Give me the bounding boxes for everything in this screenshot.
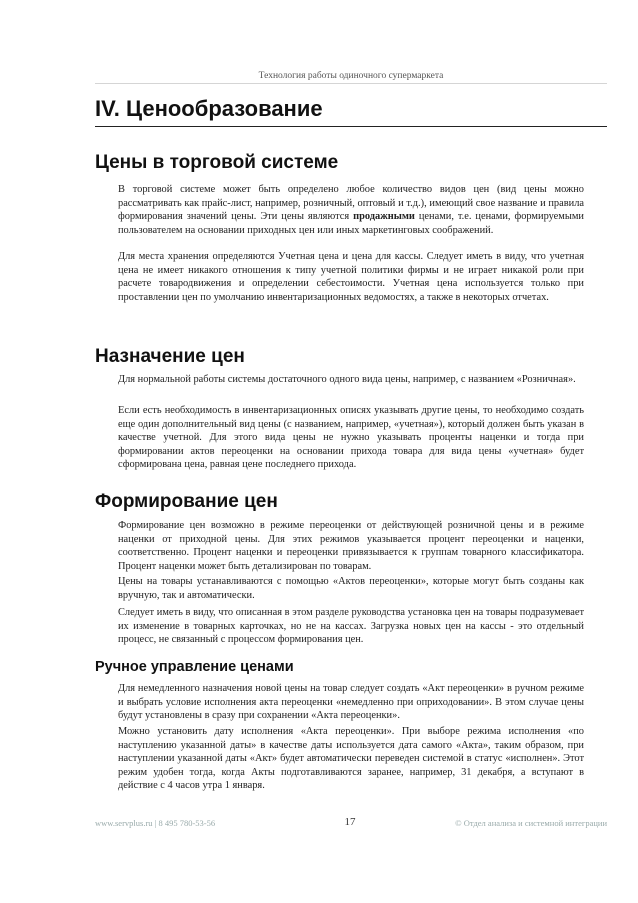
section-heading-price-assignment: Назначение цен <box>95 346 245 367</box>
emphasis-term: продажными <box>353 211 415 223</box>
section-heading-price-formation: Формирование цен <box>95 491 278 512</box>
chapter-title: IV. Ценообразование <box>95 96 323 121</box>
chapter-divider <box>95 126 607 127</box>
section-heading-prices-in-system: Цены в торговой системе <box>95 152 339 173</box>
paragraph-accounting-price: Для места хранения определяются Учетная цена и цена для кассы. Следует иметь в виду, что учетная цена не имеет никакого отношения к типу учетной политики фирмы и не играет никакой роли при расчете товародвижения и определении себестоимости. Учетная цена используется только при проставлении цен по умолчанию инвентаризационных ведомостях, а также в некоторых отчетах. <box>118 251 584 303</box>
header-divider <box>95 83 607 84</box>
page-number: 17 <box>344 816 356 828</box>
running-header: Технология работы одиночного супермаркета <box>258 71 444 81</box>
paragraph-immediate-pricing: Для немедленного назначения новой цены на товар следует создать «Акт переоценки» в ручном режиме и выбрать условие исполнения акта переоценки «немедленно при оприходовании». В этом случае цены будут установлены в сразу при сохранении «Акта переоценки». <box>118 683 584 722</box>
paragraph-cash-register-note: Следует иметь в виду, что описанная в этом разделе руководства установка цен на товары подразумевает их изменение в товарных карточках, но не на кассах. Загрузка новых цен на кассы - это отдельный процесс, не связанный с процессом формирования цен. <box>118 607 584 646</box>
paragraph-single-price-type: Для нормальной работы системы достаточного одного вида цены, например, с названием «Розничная». <box>118 374 576 385</box>
paragraph-text: В торговой системе может быть определено любое количество видов цен (вид цены можно рассматривать как прайс-лист, например, розничный, оптовый и т.д.), имеющий свое название и правила формирования значений цены. Эти цены являются <box>118 184 584 223</box>
footer-contact: www.servplus.ru | 8 495 780-53-56 <box>95 818 216 828</box>
paragraph-repricing-acts: Цены на товары устанавливаются с помощью «Актов переоценки», которые могут быть созданы как вручную, так и автоматически. <box>118 576 584 601</box>
paragraph-repricing-modes: Формирование цен возможно в режиме переоценки от действующей розничной цены и в режиме наценки от приходной цены. Для этих режимов указывается процент переоценки и наценки, соответственно. Процент наценки и переоценки привязывается к группам товарного классификатора. Процент наценки может быть детализирован по товарам. <box>118 520 584 572</box>
footer-copyright: © Отдел анализа и системной интеграции <box>455 818 607 828</box>
paragraph-text: ценами, т.е. ценами, формируемыми пользователем на основании приходных цен или иных маркетинговых соображений. <box>118 211 584 236</box>
paragraph-price-types <box>118 183 584 237</box>
subsection-heading-manual-pricing: Ручное управление ценами <box>95 659 294 675</box>
paragraph-additional-price-type: Если есть необходимость в инвентаризационных описях указывать другие цены, то необходимо создать еще один дополнительный вид цены (с названием, например, «учетная»), который должен быть указан в качестве учетной. Для этого вида цены не нужно указывать проценты наценки и тогда при формировании актов переоценки на основании прихода товара для вида цены «учетная» будет сформирована цена, равная цене последнего прихода. <box>118 405 584 471</box>
paragraph-scheduled-pricing: Можно установить дату исполнения «Акта переоценки». При выборе режима исполнения «по наступлению указанной даты» в качестве даты используется дата самого «Акта», таким образом, при наступлении указанной даты «Акт» будет автоматически переведен системой в статус «исполнен». Этот режим удобен тогда, когда Акты подготавливаются заранее, например, 31 декабря, а вступают в действие с 4 часов утра 1 января. <box>118 726 584 792</box>
